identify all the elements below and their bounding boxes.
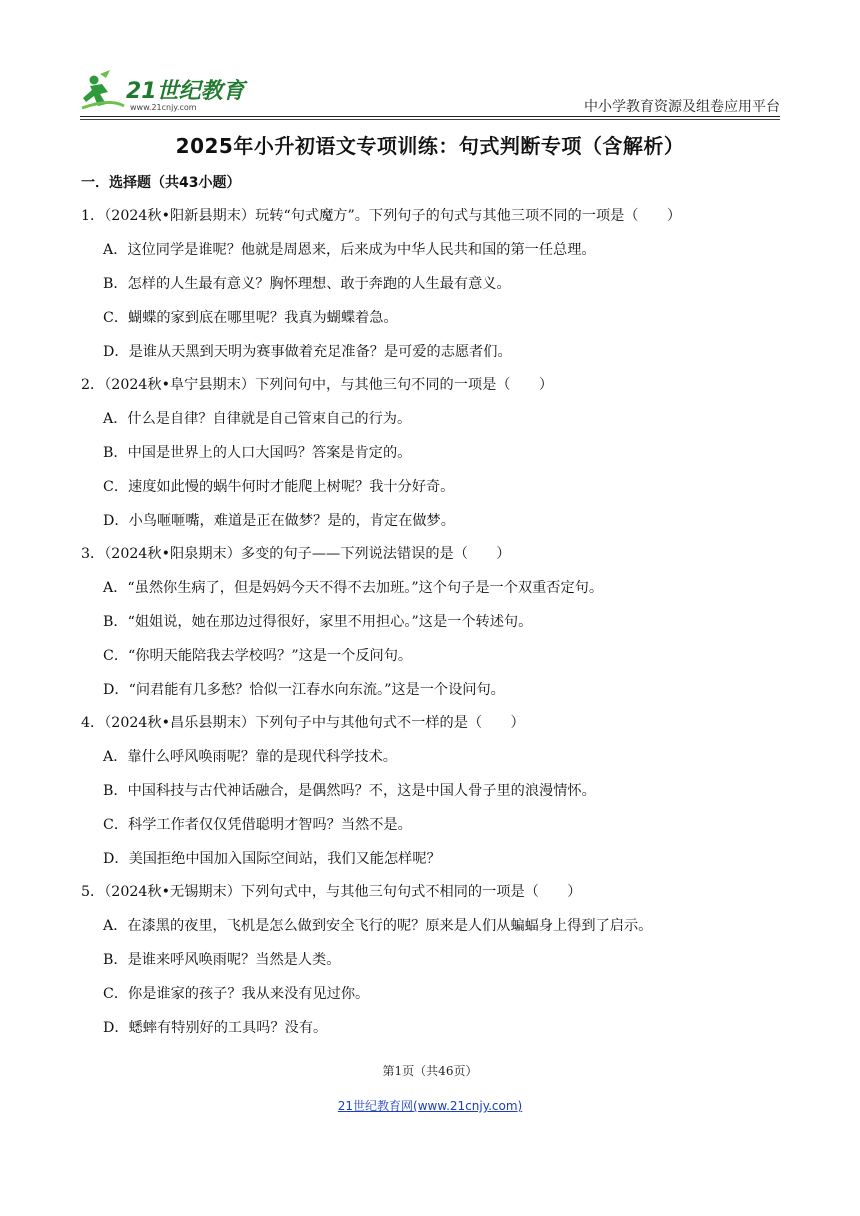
- option-c: C．“你明天能陪我去学校吗？”这是一个反问句。: [103, 648, 413, 664]
- header-divider-thin: [80, 119, 780, 120]
- site-link[interactable]: 21世纪教育网(www.21cnjy.com): [337, 1099, 523, 1113]
- option-d: D．“问君能有几多愁？恰似一江春水向东流。”这是一个设问句。: [103, 682, 505, 698]
- logo-url: www.21cnjy.com: [130, 103, 197, 112]
- header-divider: [80, 116, 780, 117]
- document-title: 2025年小升初语文专项训练：句式判断专项（含解析）: [175, 134, 685, 158]
- page-number: 第1页（共46页）: [382, 1064, 478, 1078]
- option-d: D．美国拒绝中国加入国际空间站，我们又能怎样呢？: [103, 851, 441, 867]
- option-b: B．“姐姐说，她在那边过得很好，家里不用担心。”这是一个转述句。: [103, 614, 533, 630]
- option-c: C．科学工作者仅仅凭借聪明才智吗？当然不是。: [103, 817, 412, 833]
- option-a: A．在漆黑的夜里，飞机是怎么做到安全飞行的呢？原来是人们从蝙蝠身上得到了启示。: [103, 918, 653, 934]
- option-d: D．蟋蟀有特别好的工具吗？没有。: [103, 1020, 328, 1036]
- question-stem: 1．（2024秋•阳新县期末）玩转“句式魔方”。下列句子的句式与其他三项不同的一项是（ ）: [81, 208, 682, 224]
- section-heading: 一．选择题（共43小题）: [81, 175, 241, 191]
- option-a: A．靠什么呼风唤雨呢？靠的是现代科学技术。: [103, 749, 397, 765]
- option-b: B．中国是世界上的人口大国吗？答案是肯定的。: [103, 445, 412, 461]
- logo-wordmark: 21世纪教育: [126, 79, 245, 104]
- option-a: A．这位同学是谁呢？他就是周恩来，后来成为中华人民共和国的第一任总理。: [103, 242, 596, 258]
- option-b: B．是谁来呼风唤雨呢？当然是人类。: [103, 952, 341, 968]
- option-d: D．小鸟咂咂嘴，难道是正在做梦？是的，肯定在做梦。: [103, 513, 455, 529]
- question-stem: 2．（2024秋•阜宁县期末）下列问句中，与其他三句不同的一项是（ ）: [81, 377, 554, 393]
- option-a: A．什么是自律？自律就是自己管束自己的行为。: [103, 411, 412, 427]
- option-c: C．速度如此慢的蜗牛何时才能爬上树呢？我十分好奇。: [103, 479, 455, 495]
- question-stem: 5．（2024秋•无锡期末）下列句式中，与其他三句句式不相同的一项是（ ）: [81, 884, 582, 900]
- option-b: B．中国科技与古代神话融合，是偶然吗？不，这是中国人骨子里的浪漫情怀。: [103, 783, 596, 799]
- option-c: C．蝴蝶的家到底在哪里呢？我真为蝴蝶着急。: [103, 310, 398, 326]
- option-b: B．怎样的人生最有意义？胸怀理想、敢于奔跑的人生最有意义。: [103, 276, 511, 292]
- page-header: [80, 68, 780, 120]
- option-a: A．“虽然你生病了，但是妈妈今天不得不去加班。”这个句子是一个双重否定句。: [103, 580, 604, 596]
- question-stem: 3．（2024秋•阳泉期末）多变的句子——下列说法错误的是（ ）: [81, 546, 511, 562]
- option-d: D．是谁从天黑到天明为赛事做着充足准备？是可爱的志愿者们。: [103, 344, 512, 360]
- option-c: C．你是谁家的孩子？我从来没有见过你。: [103, 986, 370, 1002]
- site-logo: [80, 68, 250, 114]
- platform-name: 中小学教育资源及组卷应用平台: [584, 99, 780, 115]
- question-stem: 4．（2024秋•昌乐县期末）下列句子中与其他句式不一样的是（ ）: [81, 715, 525, 731]
